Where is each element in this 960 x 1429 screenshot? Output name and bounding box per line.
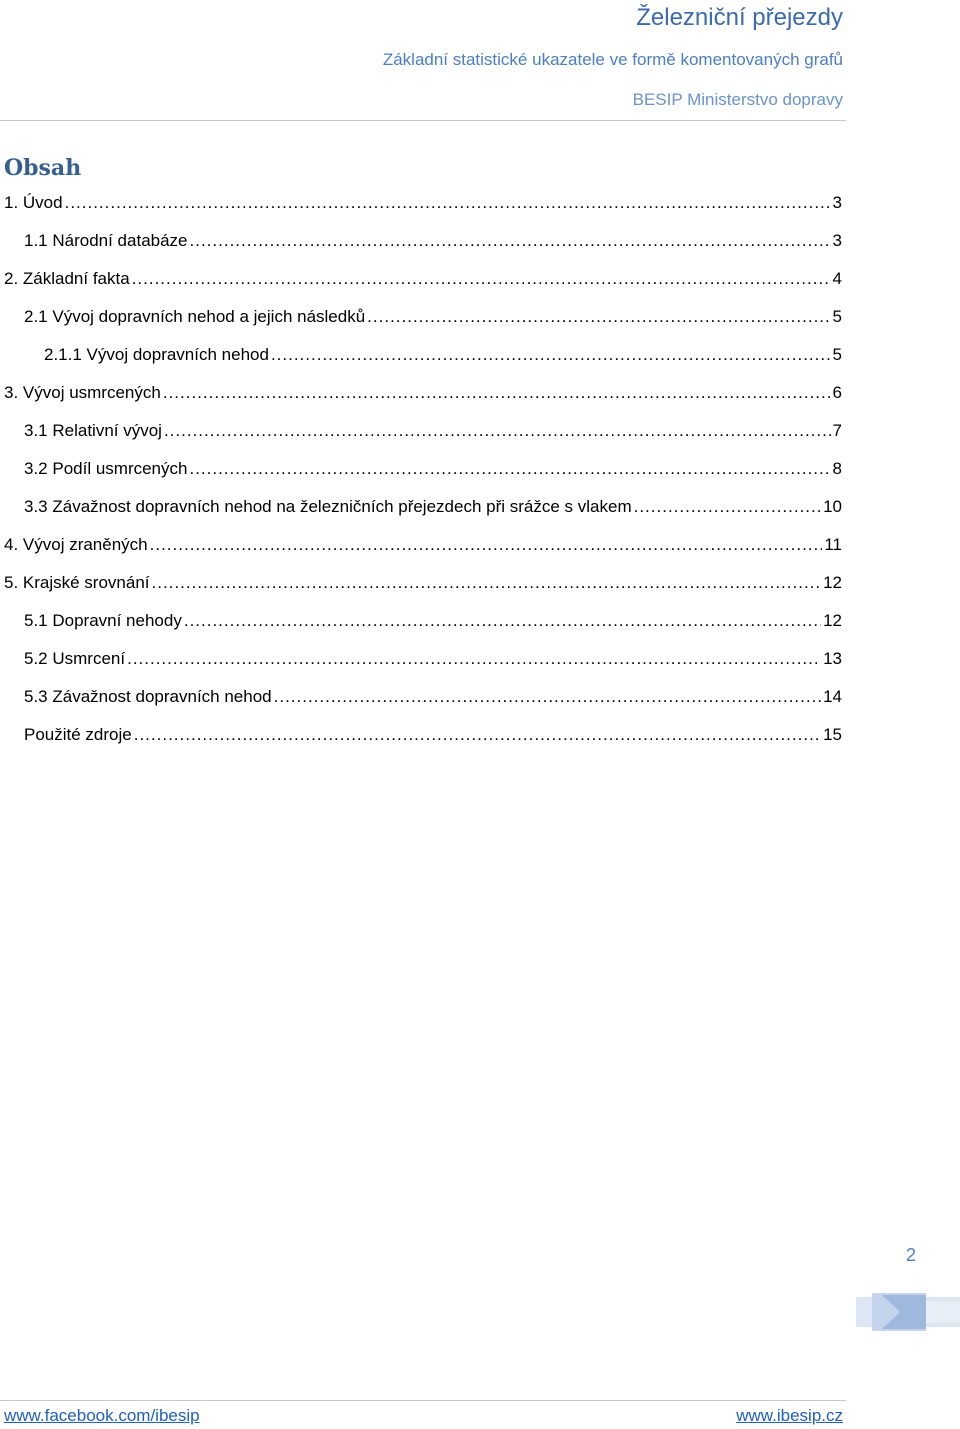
website-link[interactable]: www.ibesip.cz: [736, 1406, 843, 1425]
toc-leader: [134, 722, 821, 748]
toc-entry-page: 7: [832, 421, 842, 440]
toc-entry[interactable]: [24, 722, 842, 748]
toc-leader: [152, 570, 822, 596]
toc-entry[interactable]: [4, 570, 842, 596]
document-subtitle: Základní statistické ukazatele ve formě komentovaných grafů: [382, 50, 843, 69]
toc-entry[interactable]: [4, 190, 842, 216]
toc-entry-label: 5. Krajské srovnání: [4, 573, 150, 592]
toc-entry-label: 3.3 Závažnost dopravních nehod na železničních přejezdech při srážce s vlakem: [24, 497, 632, 516]
page-corner-graphic: [856, 1291, 960, 1333]
toc-entry[interactable]: [4, 266, 842, 292]
toc-entry-label: 5.3 Závažnost dopravních nehod: [24, 687, 272, 706]
toc-entry-label: 1.1 Národní databáze: [24, 231, 188, 250]
toc-heading: Obsah: [4, 155, 82, 181]
toc-entry-label: 3. Vývoj usmrcených: [4, 383, 161, 402]
toc-entry-page: 15: [823, 725, 842, 744]
toc-entry-page: 11: [824, 535, 842, 554]
toc-leader: [367, 304, 830, 330]
toc-entry[interactable]: [24, 684, 842, 710]
toc-entry[interactable]: [24, 646, 842, 672]
toc-leader: [271, 342, 831, 368]
toc-entry-page: 8: [832, 459, 842, 478]
facebook-link[interactable]: www.facebook.com/ibesip: [4, 1406, 200, 1425]
toc-entry-page: 12: [823, 611, 842, 630]
toc-leader: [184, 608, 821, 634]
document-title: Železniční přejezdy: [636, 4, 843, 31]
page-number: 2: [905, 1245, 916, 1265]
toc-entry-label: 5.2 Usmrcení: [24, 649, 126, 668]
toc-entry-label: Použité zdroje: [24, 725, 132, 744]
toc-entry-label: 2.1.1 Vývoj dopravních nehod: [44, 345, 269, 364]
publisher-line: BESIP Ministerstvo dopravy: [632, 90, 843, 109]
toc-entry[interactable]: [24, 456, 842, 482]
toc-entry-page: 3: [832, 193, 842, 212]
toc-entry-page: 13: [823, 649, 842, 668]
toc-leader: [65, 190, 831, 216]
toc-entry-page: 5: [832, 345, 842, 364]
toc-leader: [132, 266, 831, 292]
toc-entry[interactable]: [44, 342, 842, 368]
footer-divider: [0, 1400, 846, 1401]
header-divider: [0, 120, 846, 121]
toc-entry[interactable]: [24, 304, 842, 330]
toc-leader: [163, 380, 831, 406]
toc-leader: [634, 494, 821, 520]
toc-leader: [189, 456, 830, 482]
toc-entry-page: 5: [832, 307, 842, 326]
toc-entry[interactable]: [24, 418, 842, 444]
toc-entry-label: 4. Vývoj zraněných: [4, 535, 148, 554]
toc-entry-page: 4: [832, 269, 842, 288]
toc-leader: [164, 418, 831, 444]
toc-entry-page: 3: [832, 231, 842, 250]
toc-entry-page: 14: [823, 687, 842, 706]
toc-entry[interactable]: [24, 228, 842, 254]
toc-entry[interactable]: [4, 532, 842, 558]
toc-leader: [274, 684, 821, 710]
toc-entry[interactable]: [24, 494, 842, 520]
toc-leader: [150, 532, 823, 558]
toc-entry[interactable]: [4, 380, 842, 406]
toc-entry-page: 6: [832, 383, 842, 402]
toc-entry-label: 2.1 Vývoj dopravních nehod a jejich následků: [24, 307, 366, 326]
toc-entry-page: 12: [823, 573, 842, 592]
toc-leader: [190, 228, 831, 254]
toc-entry-label: 2. Základní fakta: [4, 269, 130, 288]
toc-entry-page: 10: [823, 497, 842, 516]
toc-entry-label: 1. Úvod: [4, 193, 63, 212]
toc-entry-label: 3.2 Podíl usmrcených: [24, 459, 188, 478]
toc-leader: [127, 646, 821, 672]
toc-entry-label: 5.1 Dopravní nehody: [24, 611, 182, 630]
toc-entry[interactable]: [24, 608, 842, 634]
toc-entry-label: 3.1 Relativní vývoj: [24, 421, 162, 440]
